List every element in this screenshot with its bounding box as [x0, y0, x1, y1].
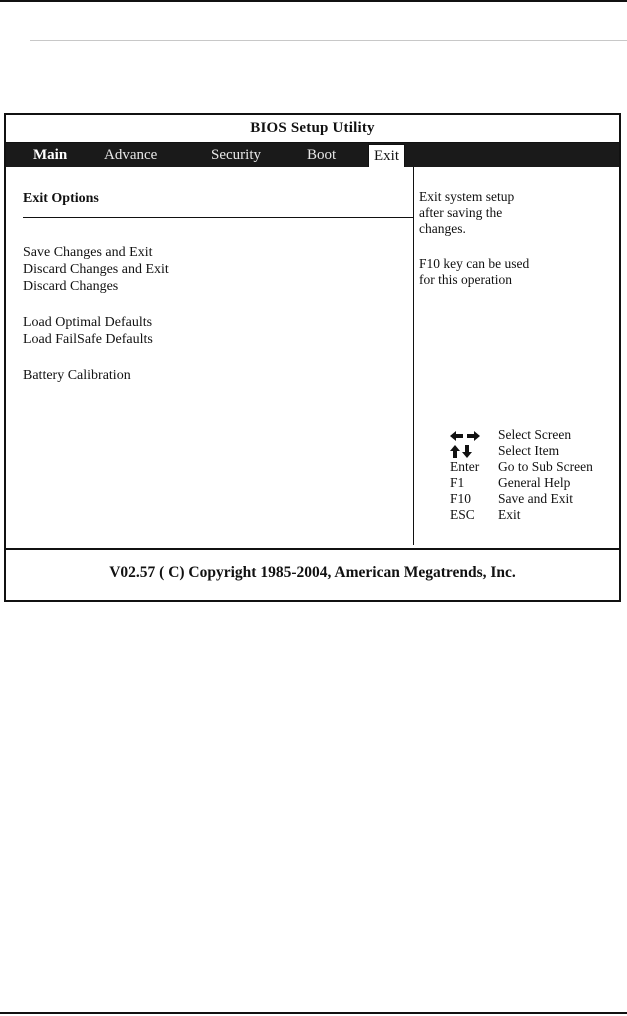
section-title: Exit Options	[23, 191, 99, 206]
key-description: Select Screen	[498, 427, 572, 442]
copyright-footer: V02.57 ( C) Copyright 1985-2004, American Megatrends, Inc.	[6, 548, 619, 602]
help-text-line: after saving the	[419, 205, 503, 220]
key-row	[450, 459, 622, 475]
key-row	[450, 427, 622, 443]
option-load-failsafe-defaults[interactable]: Load FailSafe Defaults	[23, 332, 153, 347]
key-description: Go to Sub Screen	[498, 459, 593, 474]
help-text-line: for this operation	[419, 272, 512, 287]
left-right-arrows-icon	[450, 427, 494, 443]
up-down-arrows-icon	[450, 443, 494, 459]
key-row	[450, 491, 622, 507]
header-rule	[30, 40, 627, 41]
option-discard-changes-and-exit[interactable]: Discard Changes and Exit	[23, 262, 169, 277]
tab-security[interactable]: Security	[211, 147, 261, 163]
option-load-optimal-defaults[interactable]: Load Optimal Defaults	[23, 315, 153, 330]
tab-boot[interactable]: Boot	[307, 147, 337, 163]
help-text-line: F10 key can be used	[419, 256, 530, 271]
key-label: Enter	[450, 459, 480, 474]
bottom-rule	[0, 1012, 627, 1014]
key-description: Select Item	[498, 443, 560, 458]
tab-advance[interactable]: Advance	[104, 147, 158, 163]
key-row	[450, 475, 622, 491]
help-panel	[414, 167, 619, 545]
key-legend	[450, 427, 622, 523]
section-divider	[23, 217, 413, 218]
tab-exit[interactable]: Exit	[368, 144, 405, 167]
help-text-line: changes.	[419, 221, 466, 236]
option-battery-calibration[interactable]: Battery Calibration	[23, 368, 131, 383]
key-label: F10	[450, 491, 472, 506]
key-description: Exit	[498, 507, 521, 522]
key-label: F1	[450, 475, 465, 490]
key-row	[450, 443, 622, 459]
key-description: Save and Exit	[498, 491, 573, 506]
bios-window	[4, 113, 621, 602]
content-area	[6, 167, 619, 545]
tab-main[interactable]: Main	[33, 147, 68, 163]
top-rule	[0, 0, 627, 2]
bios-title: BIOS Setup Utility	[6, 115, 619, 143]
option-save-changes-and-exit[interactable]: Save Changes and Exit	[23, 245, 153, 260]
key-row	[450, 507, 622, 523]
key-description: General Help	[498, 475, 571, 490]
options-panel	[6, 167, 413, 545]
option-discard-changes[interactable]: Discard Changes	[23, 279, 119, 294]
key-label: ESC	[450, 507, 475, 522]
menu-bar	[6, 143, 619, 167]
help-text-line: Exit system setup	[419, 189, 515, 204]
